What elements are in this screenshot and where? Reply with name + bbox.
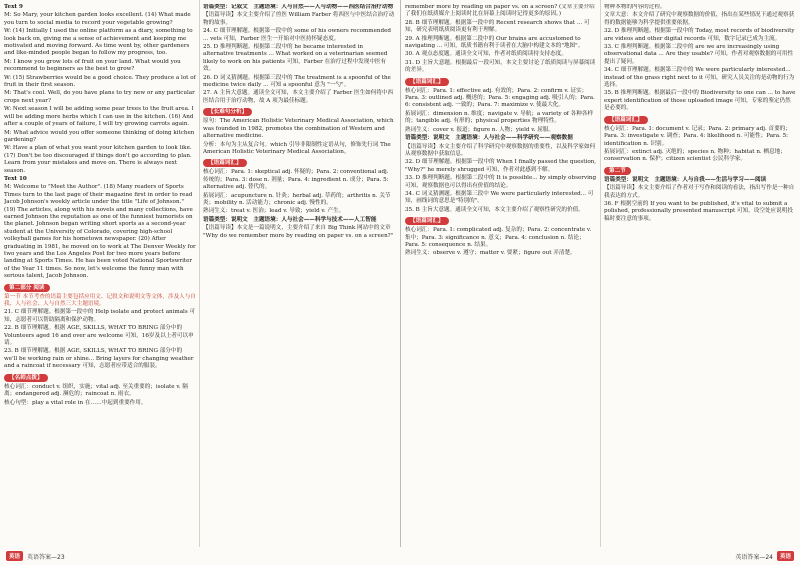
paragraph: 【语篇导读】本文是一篇说明文，主要介绍了来自 Big Think 网站中的文章 "Why do we remember more by reading on paper vs. on a screen?" xyxy=(203,225,394,239)
paragraph: 33. D 推理判断题。根据第二段中的 It is possible... by simply observing 可知，观察数据也可以得出有价值的结论。 xyxy=(405,175,597,189)
paragraph: 22. B 细节理解题。根据 AGE, SKILLS, WHAT TO BRING 部分中的 Volunteers aged 16 and over are welcome 可知，16岁及以上者可以申请。 xyxy=(4,325,194,347)
paragraph: 熟词生义：treat v. 医治；lead v. 导致；yield v. 产生。 xyxy=(203,208,345,215)
paragraph: 拓展词汇：extinct adj. 灭绝的；species n. 物种；habitat n. 栖息地；conservation n. 保护；citizen scientist 公民科学家。 xyxy=(604,148,786,163)
section-tag: 第二节 xyxy=(604,167,631,175)
paragraph: 35. B 主旨大意题。通读全文可知，本文主要介绍了观察性研究的价值。 xyxy=(405,206,584,213)
paragraph: 24. C 细节理解题。根据第一段中的 some of his owners recommended ... vets 可知，Farber 医生一开始对中医持怀疑态度。 xyxy=(203,28,391,42)
brand-logo: 英语 xyxy=(777,551,794,561)
paragraph: M: I know you grow lots of fruit on your land. What would you recommend to beginners as the best to grow? xyxy=(4,58,181,73)
paragraph: 文章大意：本文介绍了研究中观察数据的价值，指出在某些情况下通过观察获得的数据能够为科学提供重要依据。 xyxy=(604,12,795,26)
paragraph: 熟词生义：cover v. 报道；figure n. 人物；yield v. 屈服。 xyxy=(405,126,555,133)
paragraph: 31. D 主旨大意题。根据最后一段可知，本文主要讨论了纸质阅读与屏幕阅读的差异。 xyxy=(405,59,596,74)
paragraph: 分析：本句为主从复合句。which 引导非限制性定语从句，修饰先行词 The American Holistic Veterinary Medical Association。 xyxy=(203,141,391,155)
paragraph: 核心词汇：Para. 1: effective adj. 有效的；Para. 2: confirm v. 证实；Para. 3: outlined adj. 概述的；Para. 5: engaging adj. 吸引人的；Para. 6: consistent adj. 一致的；Para. 7: maximize v. 使最大化。 xyxy=(405,87,595,109)
brand-logo: 英语 xyxy=(6,551,23,561)
paragraph: 拓展词汇：dimension n. 维度；navigate v. 导航；a variety of 各种各样的；tangible adj. 有形的；physical properties 物理特性。 xyxy=(405,110,594,125)
paragraph: 【语篇导读】本文主要介绍了兽医 William Farber 将西医与中医结合治疗动物的故事。 xyxy=(203,12,395,26)
paragraph: 第一节 本节考查的语篇主要包括应用文、记叙文和说明文等文体，涉及人与自我、人与社会、人与自然三大主题语境。 xyxy=(4,293,196,308)
paragraph: remember more by reading on paper vs. on a screen? (文章主要介绍了我们在纸质媒介上阅读时比在屏幕上阅读时记得更多的原因。) xyxy=(405,4,595,18)
paragraph: 核心词汇：conduct v. 组织，实施；vital adj. 至关重要的；isolate v. 隔离；endangered adj. 濒危的；raincoat n. 雨衣。 xyxy=(4,383,189,398)
page-spine xyxy=(400,0,401,547)
section-heading: Text 10 xyxy=(4,175,27,182)
paragraph: M: What advice would you offer someone thinking of doing kitchen gardening? xyxy=(4,129,195,143)
paragraph: W: Next season I will be adding some pear trees to the fruit area. I will be adding more herbs which I can use in the kitchen. (16) And after a couple of years of failure, I will try growing carrots again. xyxy=(4,106,194,128)
paragraph: 27. A 主旨大意题。通读全文可知，本文主要介绍了 Farber 医生如何将中西医结合用于治疗动物，故 A 项为最佳标题。 xyxy=(203,90,394,104)
paragraph: 30. A 观点态度题。通读全文可知，作者对纸质阅读持支持态度。 xyxy=(405,51,567,58)
paragraph: 33. C 推理判断题。根据第二段中的 are we are increasingly using observational data ... Are they usable? 可知，作者对观察数据的可用性提出了疑问。 xyxy=(604,44,794,65)
section-tag: 【长难句分析】 xyxy=(203,108,252,116)
paragraph: 36. F 根据空前的 If you want to be published, it's vital to submit a polished, professionally presented manuscript 可知，设空处应说明投稿时要注意的事项。 xyxy=(604,200,793,222)
paragraph: 核心词汇：Para. 1: skeptical adj. 怀疑的；Para. 2: conventional adj. 传统的；Para. 3: dose n. 剂量；Para. 4: ingredient n. 成分；Para. 5: alternative adj. 替代的。 xyxy=(203,169,389,191)
section-tag: 【语篇词汇】 xyxy=(604,116,648,124)
section-heading: 语篇类型：记叙文 主题语境：人与自然——人与动物——西医结合治疗动物 xyxy=(203,4,394,10)
page-number-right: 英语答案—24 xyxy=(735,553,773,561)
paragraph: 熟词生义：observe v. 遵守；matter v. 要紧；figure out 弄清楚。 xyxy=(405,250,576,257)
footer-right xyxy=(735,550,794,562)
paragraph: 【语篇导读】本文主要介绍了科学研究中观察数据的重要性，以及科学家如何从观察数据中获取信息。 xyxy=(405,143,596,157)
section-heading: Text 9 xyxy=(4,4,23,10)
paragraph: 原句：The American Holistic Veterinary Medical Association, which was founded in 1982, promotes the combination of Western and alternative medicine. xyxy=(203,118,394,140)
paragraph: 核心词汇：Para. 1: complicated adj. 复杂的；Para. 2: concentrate v. 集中；Para. 3: significance n. 意义；Para. 4: conclusion n. 结论；Para. 5: consequence n. 结果。 xyxy=(405,227,592,248)
column-1 xyxy=(4,4,196,543)
section-tag: 第二部分 阅读 xyxy=(4,284,50,292)
section-heading: 语篇类型：说明文 主题语境：人与自我——生活与学习——阅读 xyxy=(604,176,767,183)
paragraph: 核心句型：play a vital role in 在……中起到重要作用。 xyxy=(4,399,147,406)
paragraph: M: So Mary, your kitchen garden looks excellent. (14) What made you turn to social media to record your vegetable growing? xyxy=(4,12,191,26)
paragraph: M: That's cool. Well, do you have plans to try new or any particular crops next year? xyxy=(4,90,195,104)
paragraph: 28. B 细节理解题。根据第一段中的 Recent research shows that ... 可知，研究表明纸质阅读更有利于理解。 xyxy=(405,19,590,34)
paragraph: W: (15) Strawberries would be a good choice. They produce a lot of fruit in their first season. xyxy=(4,74,196,89)
column-2 xyxy=(203,4,395,543)
paragraph: 拓展词汇：acupuncture n. 针灸；herbal adj. 草药的；arthritis n. 关节炎；mobility n. 活动能力；chronic adj. 慢性的。 xyxy=(203,192,391,206)
section-tag: 【语篇词汇】 xyxy=(405,78,449,86)
paragraph: M: Welcome to "Meet the Author". (18) Many readers of Sports Times turn to the last page of their magazine first in order to read Jacob Johnson's weekly article under the title "Life of Johnson." (19) The articles, along with his novels and many collections, have earned Johnson the reputation as one of the funniest humorists on the planet. Johnson began writing short sports as a second-year student at the University of Colorado, covering high-school volleyball games for his hometown newspaper. (20) After graduating in 1981, he moved on to work at The Denver Weekly for two years and the Los Angeles Post for two more years before landing at Sports Times. He has been voted National Sportswriter of the Year 11 times. So now, let's welcome the funny man with serious talent, Jacob Johnson. xyxy=(4,184,196,280)
column-4 xyxy=(604,4,796,543)
paragraph: 34. C 词义猜测题。根据第三段中 We were particularly interested... 可知，画线词的意思是"特别的"。 xyxy=(405,190,594,205)
paragraph: 25. D 推理判断题。根据第二段中的 he became interested in alternative treatments ... What worked on a veterinarian seemed likely to work on his patients 可知，Farber 在治疗过程中发现中医有效。 xyxy=(203,44,388,73)
paragraph: W: Have a plan of what you want your kitchen garden to look like. (17) Don't be too discouraged if things don't go according to plan. Learn from your mistakes and move on. There is always next season. xyxy=(4,145,192,174)
section-tag: 【语篇词汇】 xyxy=(405,217,449,225)
paragraph: 32. D 细节理解题。根据第一段中的 When I finally passed the question, "Why?" he merely shrugged 可知，作者对此感到不解。 xyxy=(405,159,597,173)
section-heading: 语篇类型：说明文 主题语境：人与社会——科学与技术——人工智能 xyxy=(203,216,377,223)
page-number-left: 英语答案—23 xyxy=(27,553,65,561)
column-divider xyxy=(600,0,601,547)
section-tag: 【语篇词汇】 xyxy=(203,159,247,167)
paragraph: 32. D 推理判断题。根据第一段中的 Today, most records of biodiversity are videos and other digital records 可知，数字记录已成为主流。 xyxy=(604,28,795,42)
paragraph: 26. D 词义猜测题。根据第三段中的 The treatment is a spoonful of the medicine twice daily ... 可知 a spoonful 意为 "一勺"。 xyxy=(203,74,391,89)
column-3 xyxy=(405,4,597,543)
paragraph: 21. C 细节理解题。根据第一段中的 Help isolate and protect animals 可知，志愿者可以帮助隔离和保护动物。 xyxy=(4,309,196,323)
paragraph: W: (14) Initially I used the online platform as a diary, something to look back on, giving me a sense of achievement and keeping me motivated and moving forward. As time went by, other gardeners and like-minded people began to follow my progress, too. xyxy=(4,28,193,57)
section-heading: 语篇类型：说明文 主题语境：人与社会——科学研究——观察数据 xyxy=(405,135,573,142)
footer-left xyxy=(6,550,65,562)
column-divider xyxy=(199,0,200,547)
paragraph: 29. A 推理判断题。根据第二段中的 Our brains are accustomed to navigating ... 可知，纸质书籍有利于读者在大脑中构建文本的"地图"。 xyxy=(405,35,584,50)
paragraph: 35. B 推理判断题。根据最后一段中的 Biodiversity to one can ... to have expert identification of those uploaded image 可知，专家的鉴定仍然是必要的。 xyxy=(604,90,796,112)
paragraph: 物种本物的内容的过程。 xyxy=(604,4,666,10)
paragraph: 【语篇导读】本文主要介绍了作者对于写作和阅读的看法，指出写作是一种自我表达的方式。 xyxy=(604,185,795,199)
section-tag: 【名师点拨】 xyxy=(4,374,48,382)
paragraph: 23. B 细节理解题。根据 AGE, SKILLS, WHAT TO BRING 部分中的 we'll be working rain or shine... Bring layers for changing weather and a raincoat if necessary 可知，志愿者应带适合的服装。 xyxy=(4,348,194,370)
paragraph: 核心词汇：Para. 1: document v. 记录；Para. 2: primary adj. 首要的；Para. 3: investigate v. 调查；Para. 4: likelihood n. 可能性；Para. 5: identification n. 识别。 xyxy=(604,125,791,147)
paragraph: 34. C 细节理解题。根据第三段中的 We were particularly interested... instead of the grass right next to it 可知，研究人员关注的是动物的行为选择。 xyxy=(604,67,795,89)
